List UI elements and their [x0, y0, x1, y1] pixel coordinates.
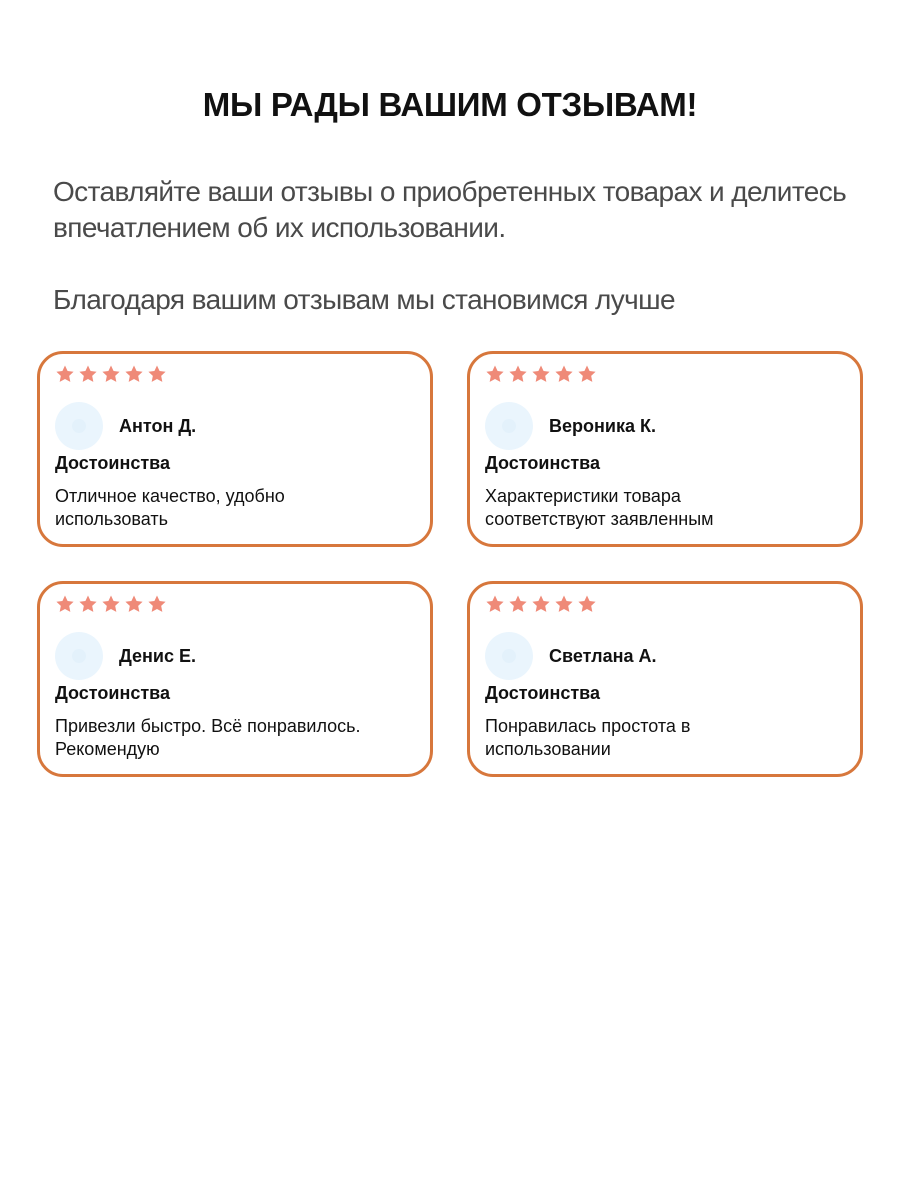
star-icon — [147, 364, 167, 384]
rating-stars — [485, 594, 597, 614]
review-text-line: использовать — [55, 509, 168, 529]
intro-line-1: Оставляйте ваши отзывы о приобретенных товарах и делитесь — [53, 176, 847, 207]
review-text-line: Характеристики товара — [485, 486, 681, 506]
rating-stars — [55, 594, 167, 614]
star-icon — [55, 364, 75, 384]
star-icon — [55, 594, 75, 614]
page-title: МЫ РАДЫ ВАШИМ ОТЗЫВАМ! — [202, 86, 698, 123]
reviewer-name: Вероника К. — [549, 416, 656, 436]
review-text-line: использовании — [485, 739, 611, 759]
star-icon — [554, 594, 574, 614]
pros-label: Достоинства — [55, 453, 170, 473]
star-icon — [531, 594, 551, 614]
review-card — [37, 581, 433, 777]
star-icon — [147, 594, 167, 614]
star-icon — [101, 594, 121, 614]
star-icon — [485, 594, 505, 614]
star-icon — [78, 594, 98, 614]
star-icon — [531, 364, 551, 384]
star-icon — [124, 364, 144, 384]
review-text-line: Отличное качество, удобно — [55, 486, 285, 506]
avatar — [55, 632, 103, 680]
rating-stars — [485, 364, 597, 384]
review-text — [55, 715, 415, 761]
pros-label: Достоинства — [55, 683, 170, 703]
review-text — [485, 485, 845, 531]
reviewer-name: Светлана А. — [549, 646, 657, 666]
avatar — [485, 632, 533, 680]
review-card — [467, 581, 863, 777]
star-icon — [577, 594, 597, 614]
star-icon — [485, 364, 505, 384]
star-icon — [508, 364, 528, 384]
review-card — [467, 351, 863, 547]
star-icon — [124, 594, 144, 614]
review-text-line: соответствуют заявленным — [485, 509, 714, 529]
review-text — [485, 715, 845, 761]
avatar — [485, 402, 533, 450]
review-text — [55, 485, 415, 531]
reviewer-name: Антон Д. — [119, 416, 197, 436]
subtitle: Благодаря вашим отзывам мы становимся лучше — [53, 284, 675, 315]
star-icon — [577, 364, 597, 384]
pros-label: Достоинства — [485, 453, 600, 473]
review-text-line: Понравилась простота в — [485, 716, 691, 736]
intro-text — [53, 174, 883, 246]
star-icon — [101, 364, 121, 384]
avatar — [55, 402, 103, 450]
star-icon — [78, 364, 98, 384]
review-text-line: Привезли быстро. Всё понравилось. — [55, 716, 361, 736]
pros-label: Достоинства — [485, 683, 600, 703]
review-card — [37, 351, 433, 547]
intro-line-2: впечатлением об их использовании. — [53, 212, 506, 243]
reviewer-name: Денис Е. — [119, 646, 197, 666]
review-text-line: Рекомендую — [55, 739, 160, 759]
star-icon — [508, 594, 528, 614]
rating-stars — [55, 364, 167, 384]
star-icon — [554, 364, 574, 384]
